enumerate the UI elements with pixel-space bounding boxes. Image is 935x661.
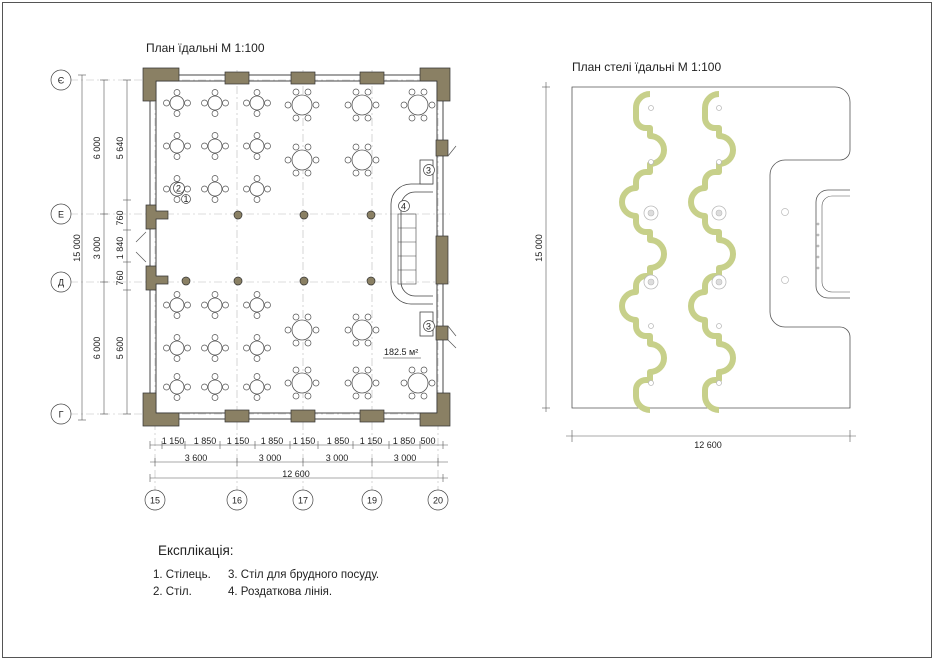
axis-label-16: 16 <box>231 495 243 506</box>
table-4-seat <box>244 90 271 117</box>
legend-title: Експлікація: <box>158 543 234 558</box>
legend-item-serving-line: 4. Роздаткова лінія. <box>228 586 333 598</box>
table-4-seat <box>202 90 229 117</box>
dim-total-height: 15 000 <box>72 234 82 262</box>
dim-inner-1: 5 640 <box>115 136 125 160</box>
dim-row1-5: 1 150 <box>292 436 316 446</box>
dim-mid-3: 6 000 <box>92 336 102 360</box>
legend-item-dirty-dish-table: 3. Стіл для брудного посуду. <box>228 569 380 581</box>
axis-bubbles-vertical <box>51 70 71 424</box>
ceiling-lamp-core <box>716 210 722 216</box>
dim-row1-8: 1 850 <box>392 436 416 446</box>
table-4-seat <box>244 176 271 203</box>
dim-row1-2: 1 850 <box>193 436 217 446</box>
table-4-seat <box>244 292 271 319</box>
table-4-seat <box>202 335 229 362</box>
floor-plan <box>51 41 456 510</box>
table-4-seat <box>164 133 191 160</box>
table-6-seat <box>401 367 435 399</box>
ceiling-lamp-core <box>716 279 722 285</box>
recess-lights <box>817 223 820 270</box>
axis-label-19: 19 <box>366 495 378 506</box>
ceiling-lamp <box>717 106 722 111</box>
ceiling-lamp-core <box>648 279 654 285</box>
dim-row2-3: 3 000 <box>325 453 349 463</box>
table-4-seat <box>202 374 229 401</box>
table-4-seat <box>164 374 191 401</box>
dim-row2-2: 3 000 <box>258 453 282 463</box>
dim-inner-5: 5 600 <box>115 336 125 360</box>
dim-row2-4: 3 000 <box>393 453 417 463</box>
ceiling-lamp <box>717 324 722 329</box>
legend-item-chair: 1. Стілець. <box>153 569 211 581</box>
ceiling-recess <box>816 190 850 298</box>
dim-row1-3: 1 150 <box>226 436 250 446</box>
marker-chair: 1 <box>183 194 189 204</box>
axis-label-ye: Є <box>57 75 65 86</box>
axis-label-d: Д <box>57 277 65 288</box>
bottom-dimension-labels <box>162 436 436 479</box>
table-6-seat <box>345 314 379 346</box>
axis-label-g: Г <box>58 409 64 420</box>
table-6-seat <box>345 144 379 176</box>
table-4-seat <box>244 335 271 362</box>
area-label: 182.5 м² <box>384 347 419 357</box>
table-6-seat <box>285 314 319 346</box>
marker-dirty-dish-table-bottom: 3 <box>426 321 432 332</box>
floor-plan-title: План їдальні М 1:100 <box>146 41 265 55</box>
table-6-seat <box>401 89 435 121</box>
ceiling-spotlights <box>782 209 789 284</box>
ceiling-lamp-core <box>648 210 654 216</box>
left-dimension-labels <box>72 137 125 360</box>
axis-label-e: Е <box>57 209 65 220</box>
dim-mid-2: 3 000 <box>92 236 102 260</box>
ceiling-dim-height: 15 000 <box>534 234 544 262</box>
table-6-seat <box>285 89 319 121</box>
axis-bubbles-horizontal <box>145 490 448 510</box>
dim-row1-1: 1 150 <box>161 436 185 446</box>
dim-row1-9: 500 <box>420 436 436 446</box>
ceiling-dim-width: 12 600 <box>694 440 722 450</box>
dim-mid-1: 6 000 <box>92 136 102 160</box>
table-4-seat <box>164 335 191 362</box>
ceiling-plan-title: План стелі їдальні М 1:100 <box>572 60 722 74</box>
table-6-seat <box>285 144 319 176</box>
ceiling-outline <box>572 87 850 408</box>
dim-total-width: 12 600 <box>282 469 310 479</box>
table-4-seat <box>244 133 271 160</box>
dim-inner-4: 760 <box>115 270 125 286</box>
ceiling-lamp <box>717 381 722 386</box>
dim-row1-6: 1 850 <box>326 436 350 446</box>
legend-item-table: 2. Стіл. <box>153 586 192 598</box>
table-4-seat <box>244 374 271 401</box>
ceiling-lamp <box>717 160 722 165</box>
dim-row1-7: 1 150 <box>359 436 383 446</box>
ceiling-plan <box>534 60 856 450</box>
axis-label-20: 20 <box>432 495 444 506</box>
marker-dirty-dish-table-top: 3 <box>426 165 432 176</box>
serving-line <box>391 160 433 336</box>
columns <box>182 195 375 285</box>
table-4-seat <box>164 90 191 117</box>
table-6-seat <box>285 367 319 399</box>
dim-row1-4: 1 850 <box>260 436 284 446</box>
table-4-seat <box>164 292 191 319</box>
dim-row2-1: 3 600 <box>184 453 208 463</box>
marker-table: 2 <box>176 183 182 194</box>
legend <box>153 543 379 598</box>
ceiling-lamp <box>649 324 654 329</box>
axis-label-15: 15 <box>149 495 161 506</box>
dim-inner-3: 1 840 <box>115 236 125 260</box>
ceiling-lamp <box>649 160 654 165</box>
ceiling-lamp <box>649 381 654 386</box>
dim-inner-2: 760 <box>115 210 125 226</box>
table-6-seat <box>345 367 379 399</box>
table-6-seat <box>345 89 379 121</box>
axis-label-17: 17 <box>297 495 309 506</box>
table-4-seat <box>202 292 229 319</box>
marker-serving-line: 4 <box>401 201 407 212</box>
table-4-seat <box>202 176 229 203</box>
ceiling-lamp <box>649 106 654 111</box>
table-4-seat <box>202 133 229 160</box>
